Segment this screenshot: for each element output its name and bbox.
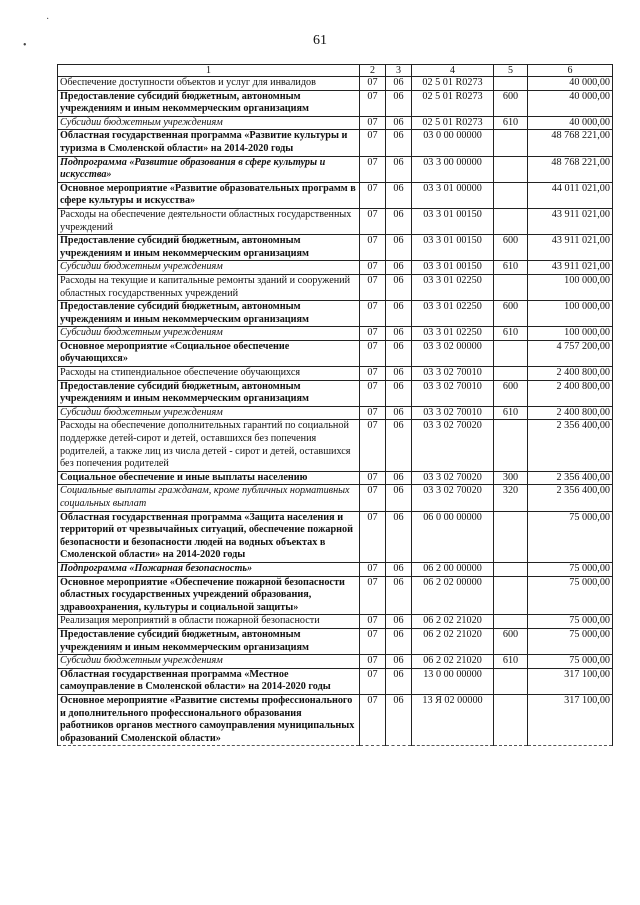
cell-expense-type: 320 [494,485,528,511]
cell-expense-type [494,562,528,576]
table-row [58,116,613,130]
cell-target-code: 03 3 02 70010 [412,406,494,420]
cell-subsection: 06 [386,655,412,669]
cell-section: 07 [360,694,386,745]
table-row [58,420,613,471]
cell-expense-type: 600 [494,301,528,327]
cell-expense-type [494,367,528,381]
cell-amount: 75 000,00 [528,511,613,562]
cell-section: 07 [360,628,386,654]
cell-amount: 100 000,00 [528,327,613,341]
row-name: Социальные выплаты гражданам, кроме публичных нормативных социальных выплат [58,485,360,511]
cell-section: 07 [360,340,386,366]
col-header: 2 [360,65,386,77]
table-row [58,77,613,91]
cell-target-code: 03 3 02 70010 [412,367,494,381]
table-row [58,301,613,327]
cell-amount: 75 000,00 [528,615,613,629]
row-name: Обеспечение доступности объектов и услуг для инвалидов [58,77,360,91]
cell-target-code: 03 3 02 70020 [412,485,494,511]
cell-expense-type [494,511,528,562]
cell-section: 07 [360,77,386,91]
cell-amount: 75 000,00 [528,628,613,654]
row-name: Основное мероприятие «Социальное обеспечение обучающихся» [58,340,360,366]
cell-amount: 43 911 021,00 [528,235,613,261]
cell-amount: 75 000,00 [528,576,613,615]
cell-target-code: 13 0 00 00000 [412,668,494,694]
cell-expense-type [494,668,528,694]
scan-dot: · [46,14,50,25]
row-name: Реализация мероприятий в области пожарной безопасности [58,615,360,629]
cell-target-code: 03 3 02 70020 [412,471,494,485]
cell-target-code: 02 5 01 R0273 [412,77,494,91]
budget-table [57,64,613,746]
table-row [58,485,613,511]
col-header: 6 [528,65,613,77]
col-header: 1 [58,65,360,77]
cell-section: 07 [360,261,386,275]
cell-amount: 48 768 221,00 [528,130,613,156]
row-name: Расходы на текущие и капитальные ремонты зданий и сооружений областных государственных учреждений [58,274,360,300]
row-name: Социальное обеспечение и иные выплаты населению [58,471,360,485]
cell-expense-type: 600 [494,380,528,406]
cell-target-code: 06 0 00 00000 [412,511,494,562]
table-row [58,327,613,341]
col-header: 3 [386,65,412,77]
cell-section: 07 [360,208,386,234]
cell-target-code: 13 Я 02 00000 [412,694,494,745]
cell-expense-type [494,420,528,471]
row-name: Основное мероприятие «Развитие системы профессионального и дополнительного профессионального образования работников органов местного самоуправления муниципальных образований Смоленской области» [58,694,360,745]
cell-target-code: 03 3 02 00000 [412,340,494,366]
row-name: Субсидии бюджетным учреждениям [58,406,360,420]
cell-amount: 43 911 021,00 [528,261,613,275]
cell-section: 07 [360,156,386,182]
cell-amount: 2 400 800,00 [528,380,613,406]
table-row [58,576,613,615]
row-name: Областная государственная программа «Развитие культуры и туризма в Смоленской области» на 2014-2020 годы [58,130,360,156]
cell-section: 07 [360,380,386,406]
cell-expense-type: 600 [494,628,528,654]
cell-expense-type [494,694,528,745]
cell-section: 07 [360,511,386,562]
cell-expense-type: 600 [494,90,528,116]
cell-subsection: 06 [386,327,412,341]
table-row [58,615,613,629]
cell-target-code: 06 2 02 21020 [412,655,494,669]
col-header: 5 [494,65,528,77]
cell-target-code: 02 5 01 R0273 [412,90,494,116]
row-name: Расходы на обеспечение дополнительных гарантий по социальной поддержке детей-сирот и детей, оставшихся без попечения родителей, а также лиц из числа детей - сирот и детей, оставшихся без попечения родителей [58,420,360,471]
table-row [58,655,613,669]
cell-section: 07 [360,615,386,629]
table-row [58,367,613,381]
cell-target-code: 03 3 01 02250 [412,274,494,300]
cell-subsection: 06 [386,340,412,366]
cell-section: 07 [360,274,386,300]
cell-subsection: 06 [386,235,412,261]
cell-subsection: 06 [386,130,412,156]
cell-amount: 317 100,00 [528,694,613,745]
cell-amount: 2 356 400,00 [528,471,613,485]
row-name: Основное мероприятие «Развитие образовательных программ в сфере культуры и искусства» [58,182,360,208]
cell-subsection: 06 [386,668,412,694]
col-header: 4 [412,65,494,77]
cell-section: 07 [360,562,386,576]
cell-section: 07 [360,235,386,261]
cell-target-code: 03 3 01 00150 [412,261,494,275]
cell-section: 07 [360,471,386,485]
cell-expense-type: 610 [494,655,528,669]
cell-section: 07 [360,90,386,116]
cell-subsection: 06 [386,420,412,471]
cell-expense-type [494,615,528,629]
cell-target-code: 06 2 02 21020 [412,628,494,654]
row-name: Областная государственная программа «Местное самоуправление в Смоленской области» на 2014-2020 годы [58,668,360,694]
cell-expense-type: 610 [494,406,528,420]
scan-dot: • [23,40,27,51]
cell-section: 07 [360,327,386,341]
cell-section: 07 [360,655,386,669]
cell-expense-type [494,156,528,182]
cell-subsection: 06 [386,116,412,130]
cell-target-code: 03 0 00 00000 [412,130,494,156]
table-row [58,406,613,420]
cell-section: 07 [360,367,386,381]
cell-subsection: 06 [386,367,412,381]
cell-amount: 44 011 021,00 [528,182,613,208]
row-name: Расходы на обеспечение деятельности областных государственных учреждений [58,208,360,234]
cell-target-code: 03 3 01 02250 [412,301,494,327]
cell-subsection: 06 [386,406,412,420]
table-header-row [58,65,613,77]
page-number: 61 [313,33,327,48]
cell-amount: 40 000,00 [528,116,613,130]
cell-subsection: 06 [386,301,412,327]
table-row [58,471,613,485]
row-name: Предоставление субсидий бюджетным, автономным учреждениям и иным некоммерческим организациям [58,235,360,261]
table-row [58,261,613,275]
table-row [58,340,613,366]
cell-expense-type [494,576,528,615]
cell-section: 07 [360,668,386,694]
cell-section: 07 [360,576,386,615]
cell-expense-type: 610 [494,116,528,130]
cell-subsection: 06 [386,628,412,654]
row-name: Субсидии бюджетным учреждениям [58,327,360,341]
cell-section: 07 [360,406,386,420]
row-name: Основное мероприятие «Обеспечение пожарной безопасности областных государственных учреждений образования, здравоохранения, культуры и социальной защиты» [58,576,360,615]
cell-subsection: 06 [386,274,412,300]
cell-subsection: 06 [386,471,412,485]
cell-target-code: 03 3 01 00150 [412,208,494,234]
cell-amount: 75 000,00 [528,562,613,576]
row-name: Предоставление субсидий бюджетным, автономным учреждениям и иным некоммерческим организациям [58,301,360,327]
cell-section: 07 [360,301,386,327]
cell-target-code: 06 2 02 21020 [412,615,494,629]
cell-expense-type [494,208,528,234]
row-name: Предоставление субсидий бюджетным, автономным учреждениям и иным некоммерческим организациям [58,90,360,116]
cell-subsection: 06 [386,90,412,116]
cell-amount: 100 000,00 [528,301,613,327]
cell-target-code: 03 3 02 70020 [412,420,494,471]
cell-section: 07 [360,116,386,130]
cell-subsection: 06 [386,208,412,234]
cell-subsection: 06 [386,77,412,91]
cell-subsection: 06 [386,485,412,511]
cell-expense-type [494,130,528,156]
table-row [58,668,613,694]
cell-subsection: 06 [386,511,412,562]
cell-subsection: 06 [386,562,412,576]
table-row [58,511,613,562]
cell-subsection: 06 [386,615,412,629]
cell-target-code: 06 2 00 00000 [412,562,494,576]
table-row [58,182,613,208]
cell-subsection: 06 [386,694,412,745]
cell-section: 07 [360,420,386,471]
cell-subsection: 06 [386,380,412,406]
row-name: Расходы на стипендиальное обеспечение обучающихся [58,367,360,381]
table-row [58,562,613,576]
table-row [58,130,613,156]
cell-amount: 100 000,00 [528,274,613,300]
row-name: Субсидии бюджетным учреждениям [58,655,360,669]
cell-target-code: 03 3 01 00000 [412,182,494,208]
cell-expense-type: 300 [494,471,528,485]
cell-target-code: 02 5 01 R0273 [412,116,494,130]
cell-amount: 2 356 400,00 [528,420,613,471]
table-row [58,694,613,745]
cell-amount: 43 911 021,00 [528,208,613,234]
cell-section: 07 [360,130,386,156]
cell-expense-type [494,182,528,208]
cell-amount: 40 000,00 [528,90,613,116]
table-row [58,628,613,654]
cell-amount: 75 000,00 [528,655,613,669]
cell-subsection: 06 [386,261,412,275]
row-name: Подпрограмма «Развитие образования в сфере культуры и искусства» [58,156,360,182]
cell-amount: 2 400 800,00 [528,367,613,381]
cell-subsection: 06 [386,182,412,208]
table-row [58,90,613,116]
cell-target-code: 03 3 01 00150 [412,235,494,261]
row-name: Областная государственная программа «Защита населения и территорий от чрезвычайных ситуаций, обеспечение пожарной безопасности и безопасности людей на водных объектах в Смоленской области» на 2014-2020 годы [58,511,360,562]
row-name: Предоставление субсидий бюджетным, автономным учреждениям и иным некоммерческим организациям [58,628,360,654]
cell-amount: 48 768 221,00 [528,156,613,182]
cell-target-code: 03 3 01 02250 [412,327,494,341]
row-name: Субсидии бюджетным учреждениям [58,116,360,130]
row-name: Подпрограмма «Пожарная безопасность» [58,562,360,576]
row-name: Предоставление субсидий бюджетным, автономным учреждениям и иным некоммерческим организациям [58,380,360,406]
cell-section: 07 [360,182,386,208]
table-row [58,274,613,300]
cell-expense-type [494,77,528,91]
cell-section: 07 [360,485,386,511]
table-row [58,208,613,234]
table-row [58,235,613,261]
table-row [58,156,613,182]
cell-amount: 4 757 200,00 [528,340,613,366]
cell-expense-type: 610 [494,261,528,275]
cell-expense-type [494,340,528,366]
table-row [58,380,613,406]
cell-amount: 2 356 400,00 [528,485,613,511]
cell-target-code: 03 3 00 00000 [412,156,494,182]
row-name: Субсидии бюджетным учреждениям [58,261,360,275]
cell-target-code: 06 2 02 00000 [412,576,494,615]
cell-amount: 2 400 800,00 [528,406,613,420]
cell-amount: 40 000,00 [528,77,613,91]
cell-subsection: 06 [386,576,412,615]
cell-subsection: 06 [386,156,412,182]
cell-expense-type [494,274,528,300]
cell-expense-type: 600 [494,235,528,261]
cell-target-code: 03 3 02 70010 [412,380,494,406]
cell-amount: 317 100,00 [528,668,613,694]
cell-expense-type: 610 [494,327,528,341]
